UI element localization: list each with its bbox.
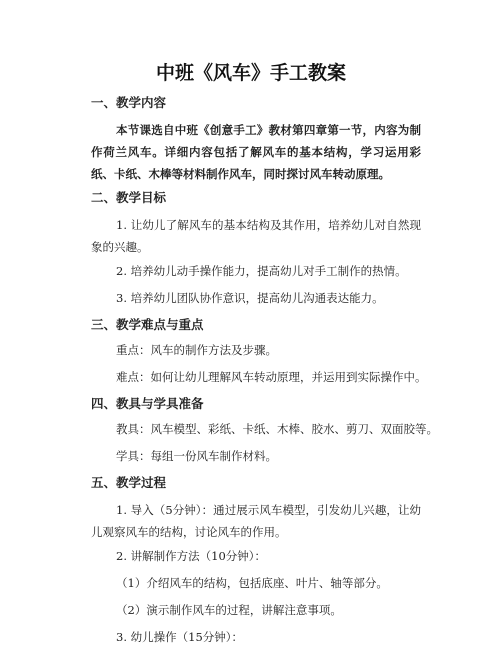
process-substep: （2）演示制作风车的过程，讲解注意事项。 [116,603,342,617]
document-body [91,94,438,655]
section-heading-process: 五、教学过程 [91,475,167,490]
key-point-item: 重点：风车的制作方法及步骤。 [116,343,277,357]
process-step: 2. 讲解制作方法（10分钟）： [116,549,267,563]
teaching-aids-item: 教具：风车模型、彩纸、卡纸、木棒、胶水、剪刀、双面胶等。 [116,422,438,436]
process-step: 3. 幼儿操作（15分钟）： [116,630,244,644]
process-substep: （1）介绍风车的结构，包括底座、叶片、轴等部分。 [116,576,388,590]
section-heading-content: 一、教学内容 [91,95,167,110]
goal-item: 1. 让幼儿了解风车的基本结构及其作用，培养幼儿对自然现象的兴趣。 [91,218,421,254]
goal-item: 3. 培养幼儿团队协作意识，提高幼儿沟通表达能力。 [116,291,384,305]
goal-item: 2. 培养幼儿动手操作能力，提高幼儿对手工制作的热情。 [116,264,407,278]
content-paragraph: 本节课选自中班《创意手工》教材第四章第一节，内容为制作荷兰风车。详细内容包括了解风车的基本结构，学习运用彩纸、卡纸、木棒等材料制作风车，同时探讨风车转动原理。 [91,123,421,181]
section-heading-key-points: 三、教学难点与重点 [91,317,204,332]
section-heading-goals: 二、教学目标 [91,190,167,205]
difficulty-item: 难点：如何让幼儿理解风车转动原理，并运用到实际操作中。 [116,370,427,384]
process-step: 1. 导入（5分钟）：通过展示风车模型，引发幼儿兴趣，让幼儿观察风车的结构，讨论风车的作用。 [91,503,421,539]
document-title: 中班《风车》手工教案 [155,62,346,84]
learning-materials-item: 学具：每组一份风车制作材料。 [116,449,277,463]
section-heading-materials: 四、教具与学具准备 [91,396,204,411]
